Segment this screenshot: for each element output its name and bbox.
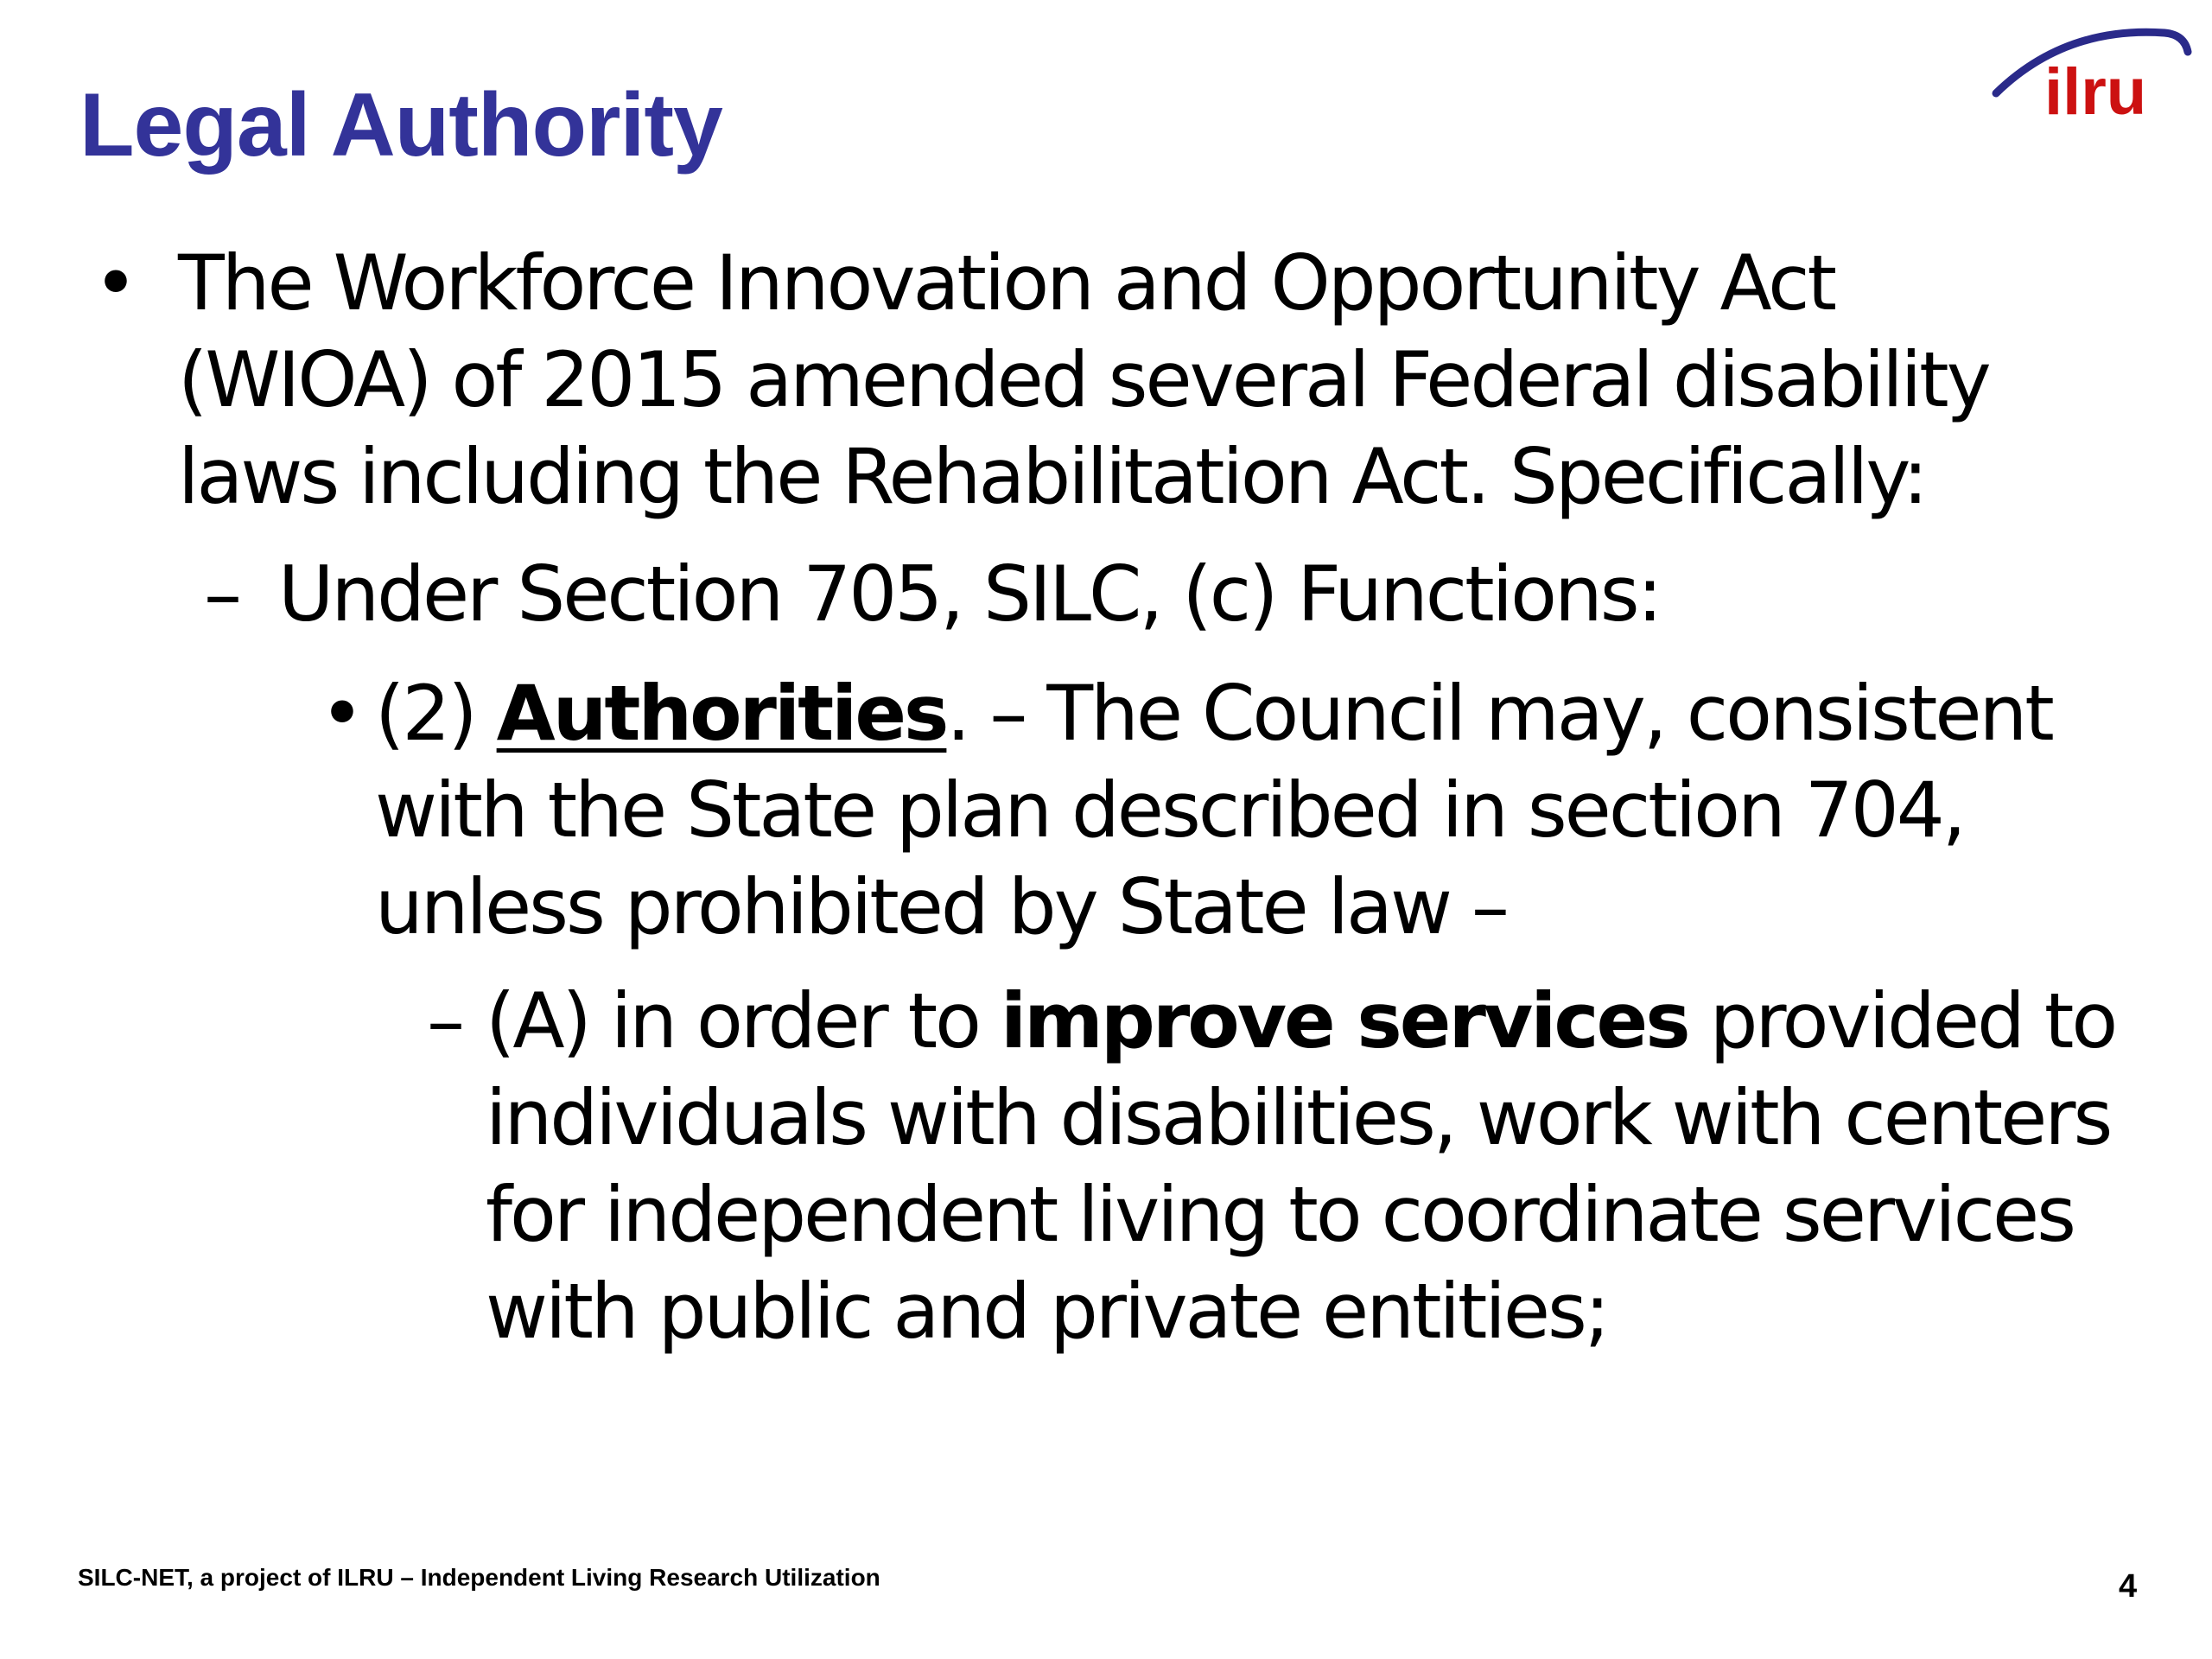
level4-line-1 [486,973,2115,1070]
ilru-logo-graphic [1987,17,2195,130]
level3-suffix: . – The Council may, consistent [946,669,2052,758]
logo-text: ilru [2044,55,2147,129]
level1-line-3: laws including the Rehabilitation Act. Specifically: [178,432,1926,521]
level2-dash-icon: – [204,550,239,639]
level4-line-4: with public and private entities; [486,1267,1608,1356]
level3-line-2: with the State plan described in section 704, [375,766,1964,855]
level4-line-2: individuals with disabilities, work with centers [486,1073,2111,1162]
level1-line-2: (WIOA) of 2015 amended several Federal disability [178,335,1989,424]
improve-services-emphasis: improve services [1000,976,1688,1065]
level4-line-3: for independent living to coordinate services [486,1170,2074,1259]
level4-suffix: provided to [1688,976,2116,1065]
level4-dash-icon: – [427,976,462,1065]
level2-line-1: Under Section 705, SILC, (c) Functions: [278,550,1661,639]
page-number: 4 [2119,1568,2138,1605]
level4-prefix: (A) in order to [486,976,1001,1065]
level1-bullet-icon: • [93,238,136,327]
slide-title: Legal Authority [79,75,722,175]
level3-bullet-icon: • [320,669,362,758]
ilru-logo [1987,17,2195,130]
level3-prefix: (2) [375,669,497,758]
footer-credit: SILC-NET, a project of ILRU – Independent Living Research Utilization [78,1564,880,1591]
level3-line-3: unless prohibited by State law – [375,862,1507,951]
authorities-heading: Authorities [496,669,947,758]
level3-line-1 [375,665,2052,762]
level1-line-1: The Workforce Innovation and Opportunity Act [178,238,1835,327]
